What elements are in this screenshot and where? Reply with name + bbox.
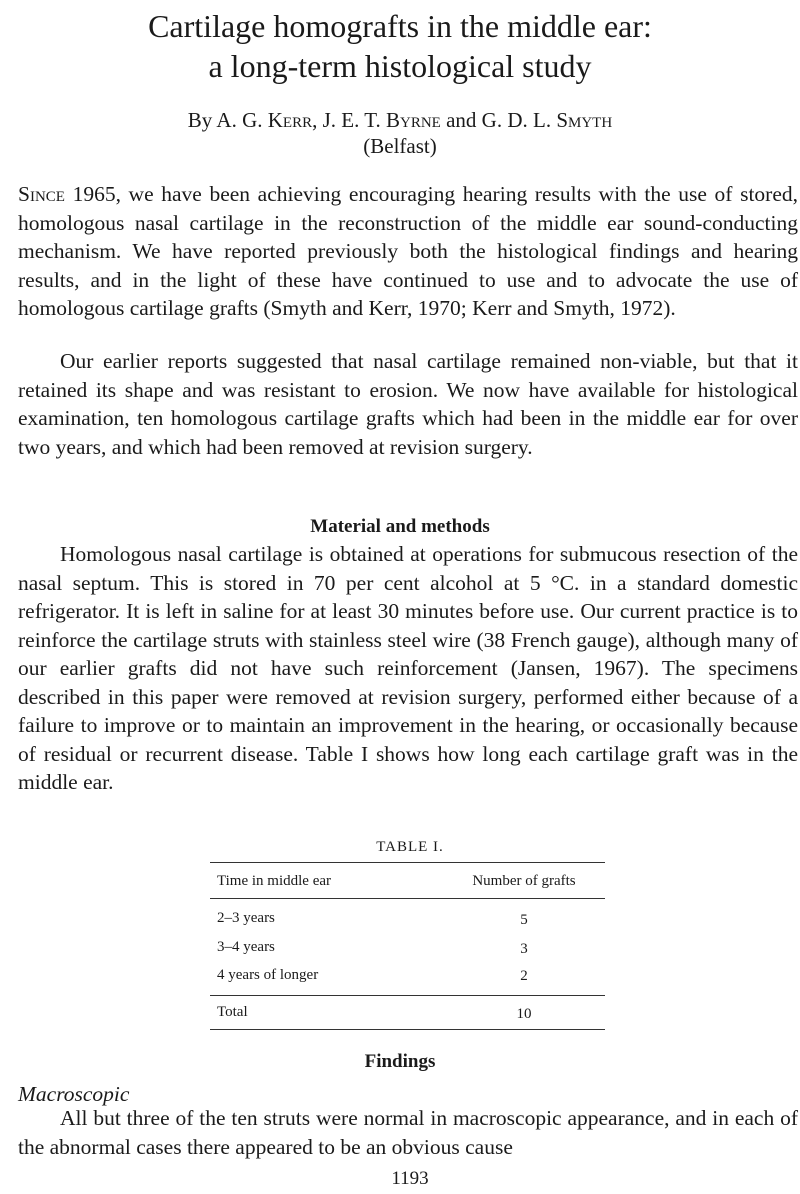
author-1-surname: Kerr bbox=[267, 108, 313, 132]
table-row-time: 3–4 years bbox=[217, 939, 275, 955]
table-total-rule bbox=[210, 995, 605, 996]
section-heading-findings: Findings bbox=[364, 1051, 436, 1072]
section-heading-methods: Material and methods bbox=[310, 516, 490, 537]
author-3-surname: Smyth bbox=[556, 108, 613, 132]
author-affiliation: (Belfast) bbox=[363, 134, 437, 158]
article-title-line-1: Cartilage homografts in the middle ear: bbox=[148, 8, 652, 44]
intro-paragraph-1 bbox=[18, 180, 798, 323]
table-header-count: Number of grafts bbox=[472, 873, 576, 889]
intro-paragraph-1-text: 1965, we have been achieving encouraging hearing results with the use of stored, homologous nasal cartilage in the reconstruction of the middle ear sound-conducting mechanism. We have reported previously both the histological findings and hearing results, and in the light of these have continued to use and to advocate the use of homologous cartilage grafts (Smyth and Kerr, 1970; Kerr and Smyth, 1972). bbox=[18, 182, 798, 320]
by-word: By bbox=[187, 108, 213, 132]
findings-paragraph: All but three of the ten struts were normal in macroscopic appearance, and in each of the abnormal cases there appeared to be an obvious cause bbox=[18, 1106, 798, 1159]
table-caption: TABLE I. bbox=[376, 839, 444, 855]
author-2-surname: Byrne bbox=[385, 108, 441, 132]
subheading-macroscopic: Macroscopic bbox=[18, 1082, 130, 1106]
table-total-label: Total bbox=[217, 1004, 248, 1020]
article-title-line-2: a long-term histological study bbox=[208, 48, 592, 84]
table-bottom-rule bbox=[210, 1029, 605, 1030]
table-row-count: 2 bbox=[520, 968, 528, 984]
table-row-count: 3 bbox=[520, 941, 528, 957]
table-total-value: 10 bbox=[516, 1006, 532, 1022]
author-1-initials: A. G. bbox=[216, 108, 263, 132]
table-header-time: Time in middle ear bbox=[217, 873, 332, 889]
intro-paragraph-2: Our earlier reports suggested that nasal cartilage remained non-viable, but that it retained its shape and was resistant to erosion. We now have available for histological examination, ten homologous cartilage grafts which had been in the middle ear for over two years, and which had been removed at revision surgery. bbox=[18, 349, 798, 459]
and-word: and bbox=[446, 108, 477, 132]
intro-lead-word: Since bbox=[18, 182, 65, 206]
author-3-initials: G. D. L. bbox=[481, 108, 552, 132]
author-byline: By A. G. Kerr, J. E. T. Byrne and G. D. L. Smyth bbox=[187, 108, 613, 132]
page-number: 1193 bbox=[391, 1168, 429, 1189]
methods-paragraph: Homologous nasal cartilage is obtained at operations for submucous resection of the nasal septum. This is stored in 70 per cent alcohol at 5 °C. in a standard domestic refrigerator. It is left in saline for at least 30 minutes before use. Our current practice is to reinforce the cartilage struts with stainless steel wire (38 French gauge), although many of our earlier grafts did not have such reinforcement (Jansen, 1967). The specimens described in this paper were removed at revision surgery, performed either because of a failure to improve or to maintain an improvement in the hearing, or occasionally because of residual or recurrent disease. Table I shows how long each cartilage graft was in the middle ear. bbox=[18, 542, 798, 794]
table-header-rule bbox=[210, 898, 605, 899]
table-top-rule bbox=[210, 862, 605, 863]
author-2-initials: J. E. T. bbox=[322, 108, 381, 132]
table-row-time: 2–3 years bbox=[217, 910, 275, 926]
table-row-count: 5 bbox=[520, 912, 528, 928]
table-row-time: 4 years of longer bbox=[217, 967, 319, 983]
